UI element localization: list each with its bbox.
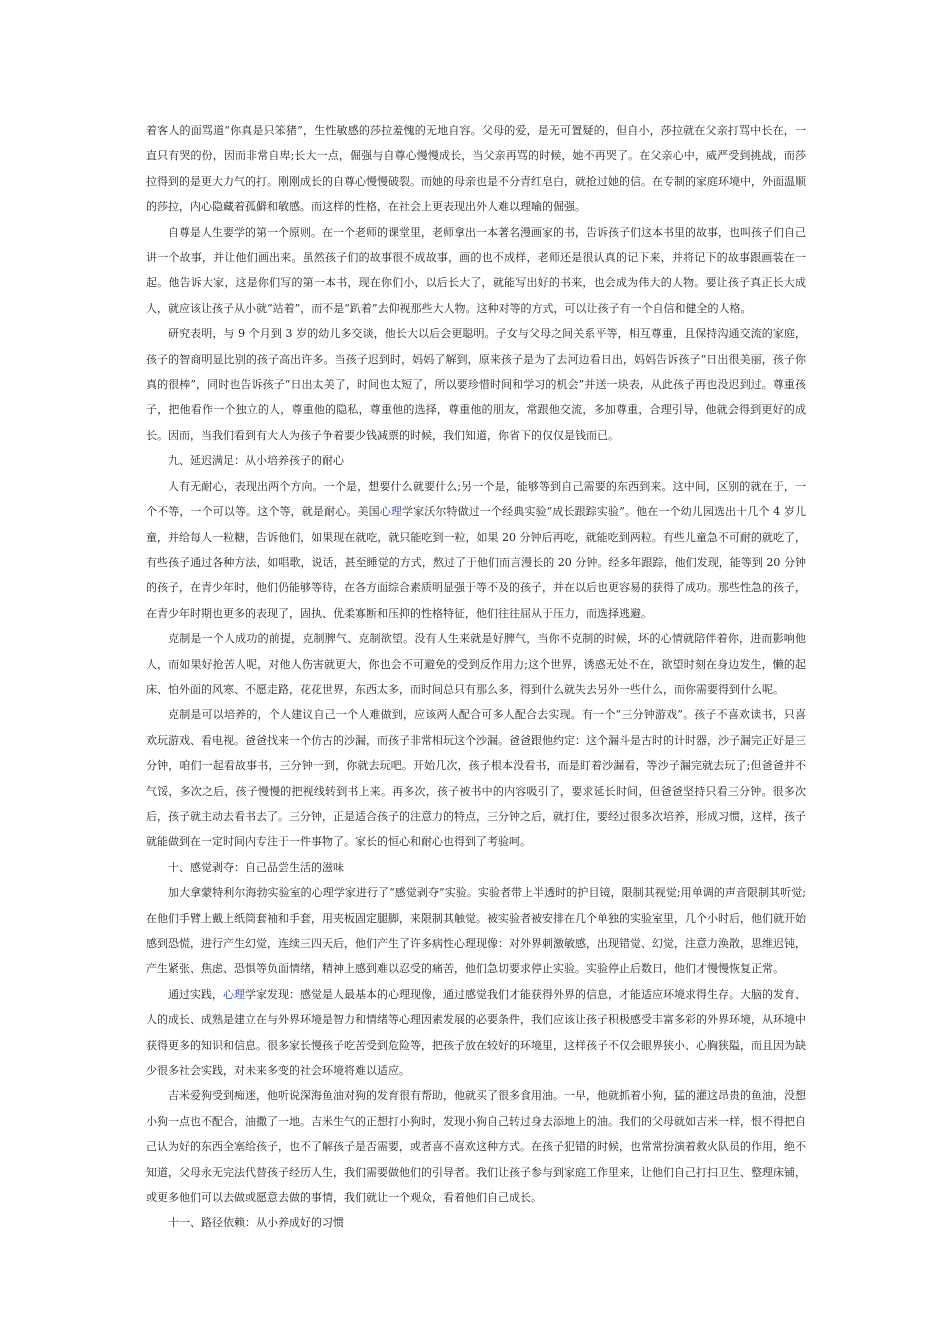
text-run: 研究表明，与 9 个月到 3 岁的幼儿多交谈，他长大以后会更聪明。子女与父母之间关系平等，相互尊重，且保持沟通交流的家庭，孩子的智商明显比别的孩子高出许多。当孩子迟到时，妈妈了解到，原来孩子是为了去河边看日出，妈妈告诉孩子“日出很美丽，孩子你真的很棒”，同时也告诉孩子“日出太美了，时间也太短了，所以要珍惜时间和学习的机会”并送一块表，从此孩子再也没迟到过。尊重孩子，把他看作一个独立的人，尊重他的隐私，尊重他的选择，尊重他的朋友，常跟他交流，多加尊重，合理引导，他就会得到更好的成长。因而，当我们看到有大人为孩子争着要少钱减票的时候，我们知道，你省下的仅仅是钱而已。 bbox=[146, 327, 806, 442]
text-run: 克制是一个人成功的前提，克制脾气、克制欲望。没有人生来就是好脾气，当你不克制的时候，坏的心情就陪伴着你，进而影响他人，而如果好抢苦人呢，对他人伤害就更大，你也会不可避免的受到反作用力;这个世界，诱惑无处不在，欲望时刻在身边发生，懒的起床、怕外面的风寒、不愿走路，花花世界，东西太多，而时间总只有那么多，得到什么就失去另外一些什么，而你需要得到什么呢。 bbox=[146, 632, 806, 696]
keyword-link[interactable]: 心理 bbox=[379, 505, 402, 519]
text-run: 通过实践， bbox=[168, 987, 223, 1001]
text-run: 学家沃尔特做过一个经典实验“成长跟踪实验”。他在一个幼儿园选出十几个 4 岁儿童，并给每人一粒糖，告诉他们，如果现在就吃，就只能吃到一粒，如果 20 分钟后再吃，就能吃到两粒。有些儿童急不可耐的就吃了，有些孩子通过各种方法，如唱歌，说话，甚至睡觉的方式，熬过了于他们而言漫长的 20 分钟。经多年跟踪，他们发现，能等到 20 分钟的孩子，在青少年时，他们仍能够等待，在各方面综合素质明显强于等不及的孩子，并在以后也更容易的获得了成功。那些性急的孩子，在青少年时期也更多的表现了，固执、优柔寡断和压抑的性格特征，他们往往屈从于压力，而选择逃避。 bbox=[146, 505, 806, 620]
section-heading bbox=[146, 855, 806, 880]
text-run: 十、感觉剥夺：自己品尝生活的滋味 bbox=[168, 860, 344, 874]
body-paragraph bbox=[146, 220, 806, 322]
body-paragraph bbox=[146, 626, 806, 702]
text-run: 着客人的面骂道“你真是只笨猪”，生性敏感的莎拉羞愧的无地自容。父母的爱，是无可置疑的，但自小，莎拉就在父亲打骂中长在，一直只有哭的份，因而非常自卑;长大一点，倔强与自尊心慢慢成长，当父亲再骂的时候，她不再哭了。在父亲心中，威严受到挑战，而莎拉得到的是更大力气的打。刚刚成长的自尊心慢慢破裂。而她的母亲也是不分青红皂白，就抢过她的信。在专制的家庭环境中，外面温顺的莎拉，内心隐藏着孤僻和敏感。而这样的性格，在社会上更表现出外人难以理喻的倔强。 bbox=[146, 124, 806, 214]
body-paragraph bbox=[146, 1083, 806, 1210]
body-paragraph bbox=[146, 880, 806, 982]
text-run: 九、延迟满足：从小培养孩子的耐心 bbox=[168, 454, 344, 468]
body-paragraph bbox=[146, 321, 806, 448]
text-run: 人有无耐心，表现出两个方向。一个是，想要什么就要什么;另一个是，能够等到自己需要的东西到来。这中间，区别的就在于，一个不等，一个可以等。这个等，就是耐心。美国 bbox=[146, 479, 806, 519]
text-run: 吉米爱狗受到痴迷，他听说深海鱼油对狗的发育很有帮助，他就买了很多食用油。一早，他就抓着小狗，猛的灌这昂贵的鱼油，没想小狗一点也不配合，油撒了一地。吉米生气的正想打小狗时，发现小狗自己转过身去添地上的油。我们的父母就如吉米一样，恨不得把自己认为好的东西全塞给孩子，也不了解孩子是否需要，或者喜不喜欢这种方式。在孩子犯错的时候，也常常扮演着救火队员的作用，绝不知道，父母永无完法代替孩子经历人生，我们需要做他们的引导者。我们让孩子参与到家庭工作里来，让他们自己打扫卫生、整理床铺，或更多他们可以去做或愿意去做的事情，我们就让一个观众，看着他们自己成长。 bbox=[146, 1089, 806, 1205]
text-run: 克制是可以培养的，个人建议自己一个人难做到，应该两人配合可多人配合去实现。有一个“三分钟游戏”。孩子不喜欢读书，只喜欢玩游戏、看电视。爸爸找来一个仿古的沙漏，而孩子非常相玩这个沙漏。爸爸跟他约定：这个漏斗是古时的计时器，沙子漏完正好是三分钟，咱们一起看故事书，三分钟一到，你就去玩吧。开始几次，孩子根本没看书，而是盯着沙漏看，等沙子漏完就去玩了;但爸爸并不气馁，多次之后，孩子慢慢的把视线转到书上来。再多次，孩子被书中的内容吸引了，要求延长时间，但爸爸坚持只看三分钟。很多次后，孩子就主动去看书去了。三分钟，正是适合孩子的注意力的特点，三分钟之后，就打住，要经过很多次培养，形成习惯，这样，孩子就能做到在一定时间内专注于一件事物了。家长的恒心和耐心也得到了考验呵。 bbox=[146, 708, 806, 849]
document-page bbox=[146, 118, 806, 1236]
text-run: 自尊是人生要学的第一个原则。在一个老师的课堂里，老师拿出一本著名漫画家的书，告诉孩子们这本书里的故事，也叫孩子们自己讲一个故事，并让他们画出来。虽然孩子们的故事很不成故事，画的也不成样，老师还是很认真的记下来，并将记下的故事跟画装在一起。他告诉大家，这是你们写的第一本书，现在你们小，以后长大了，就能写出好的书来，也会成为伟大的人物。要让孩子真正长大成人，就应该让孩子从小就“站着”，而不是“趴着”去仰视那些大人物。这种对等的方式，可以让孩子有一个自信和健全的人格。 bbox=[146, 225, 806, 315]
body-paragraph bbox=[146, 474, 806, 626]
body-paragraph bbox=[146, 118, 806, 220]
body-paragraph bbox=[146, 702, 806, 854]
section-heading bbox=[146, 1210, 806, 1235]
body-paragraph bbox=[146, 982, 806, 1084]
text-run: 学家发现：感觉是人最基本的心理现像，通过感觉我们才能获得外界的信息，才能适应环境求得生存。大脑的发育、人的成长、成熟是建立在与外界环境是智力和情绪等心理因素发展的必要条件，我们应该让孩子积极感受丰富多彩的外界环境，从环境中获得更多的知识和信息。很多家长慢孩子吃苦受到危险等，把孩子放在较好的环境里，这样孩子不仅会眼界狭小、心胸狭隘，而且因为缺少很多社会实践，对未来多变的社会环境将难以适应。 bbox=[146, 987, 806, 1078]
text-run: 十一、路径依赖：从小养成好的习惯 bbox=[168, 1216, 344, 1230]
text-run: 加大拿蒙特利尔海勃实验室的心理学家进行了“感觉剥夺”实验。实验者带上半透时的护目镜，限制其视觉;用单调的声音限制其听觉;在他们手臂上戴上纸筒套袖和手套，用夹板固定腿脚，来限制其触觉。被实验者被安排在几个单独的实验室里，几个小时后，他们就开始感到恐慌，进行产生幻觉，连续三四天后，他们产生了许多病性心理现像：对外界刺激敏感，出现错觉、幻觉，注意力涣散，思维迟钝，产生紧张、焦虑、恐惧等负面情绪，精神上感到难以忍受的痛苦，他们急切要求停止实验。实验停止后数日，他们才慢慢恢复正常。 bbox=[146, 886, 806, 976]
section-heading bbox=[146, 448, 806, 473]
keyword-link[interactable]: 心理 bbox=[223, 987, 245, 1001]
